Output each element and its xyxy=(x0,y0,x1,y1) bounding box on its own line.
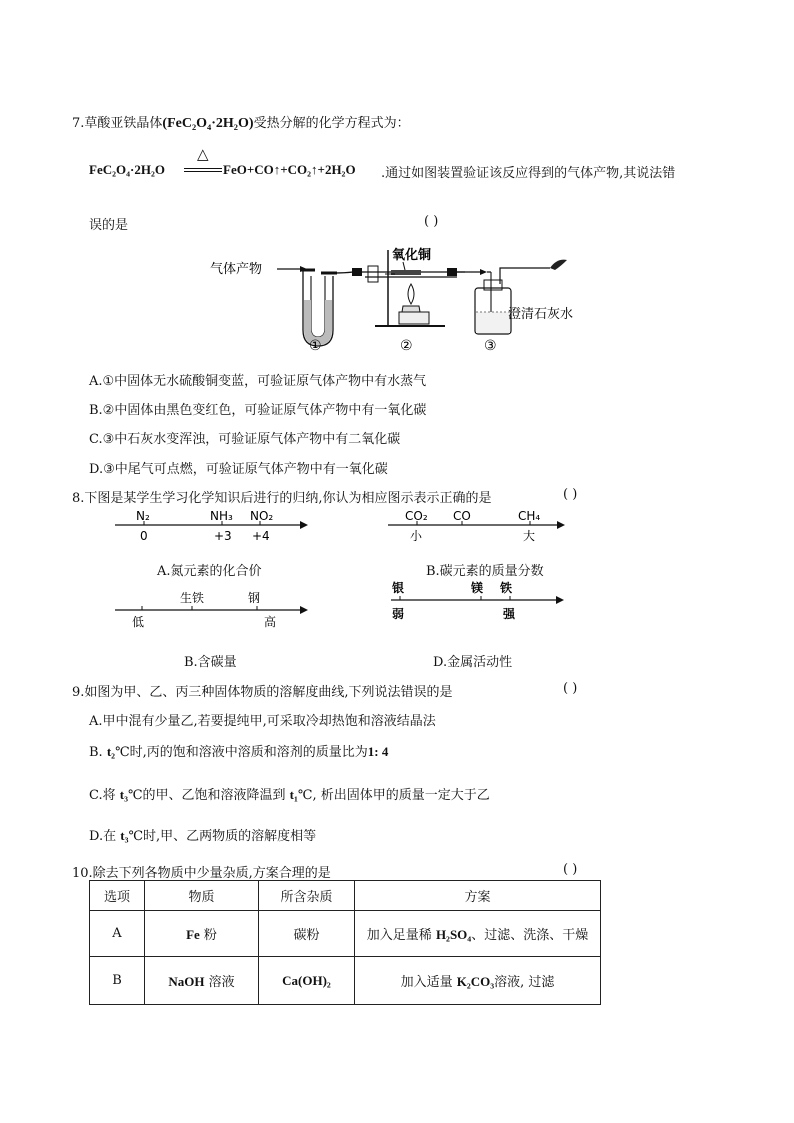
q9-d-post: ℃时,甲、乙两物质的溶解度相等 xyxy=(128,829,317,844)
eq-reactant: FeC₂O₄·2H₂O xyxy=(89,162,165,177)
label-3: ③ xyxy=(484,338,497,352)
exhaust-tube xyxy=(500,268,550,284)
q9-b-post: ℃时,丙的饱和溶液中溶质和溶剂的质量比为 xyxy=(115,745,368,760)
label-0: 0 xyxy=(140,529,148,543)
q7-option-b: B.②中固体由黑色变红色，可验证原气体产物中有一氧化碳 xyxy=(89,403,427,418)
row-b-option: B xyxy=(90,957,145,1005)
q8-paren: ( ) xyxy=(563,487,578,502)
row-b-plan-1: 加入适量 xyxy=(400,975,457,990)
label-n2: N₂ xyxy=(136,509,150,523)
q9-option-a: A.甲中混有少量乙,若要提纯甲,可采取冷却热饱和溶液结晶法 xyxy=(89,714,436,729)
axis-arrow xyxy=(300,606,308,614)
label-iron: 铁 xyxy=(500,581,513,595)
copper-oxide-label: 氧化铜 xyxy=(392,248,432,263)
q7-option-c: C.③中石灰水变浑浊，可验证原气体产物中有二氧化碳 xyxy=(89,432,401,447)
q9-c-post: ℃, 析出固体甲的质量一定大于乙 xyxy=(297,788,490,803)
q8-a-caption: A.氮元素的化合价 xyxy=(157,564,262,579)
apparatus-diagram xyxy=(205,240,585,352)
q9-d-t3: t₃ xyxy=(120,828,129,843)
header-option: 选项 xyxy=(90,881,145,911)
burner-base xyxy=(399,312,429,324)
q7-stem xyxy=(72,112,410,132)
label-weak: 弱 xyxy=(392,607,405,621)
flame xyxy=(408,284,414,304)
copper-oxide-powder xyxy=(391,270,421,275)
row-b-plan-2: 溶液, 过滤 xyxy=(494,975,555,990)
label-silver: 银 xyxy=(392,581,405,595)
q7-option-d: D.③中尾气可点燃，可验证原气体产物中有一氧化碳 xyxy=(89,462,388,477)
label-steel: 钢 xyxy=(248,591,261,605)
limewater-label: 澄清石灰水 xyxy=(508,307,574,322)
header-impurity: 所含杂质 xyxy=(259,881,355,911)
table-row xyxy=(90,911,601,957)
row-a-plan-1: 加入足量稀 xyxy=(366,928,436,943)
q9-b-ratio: 1: 4 xyxy=(367,744,389,759)
equation-equals xyxy=(184,168,222,172)
q9-paren: ( ) xyxy=(563,681,578,696)
label-small: 小 xyxy=(410,529,423,543)
gas-product-label: 气体产物 xyxy=(210,262,263,277)
u-tube-inner xyxy=(311,276,325,337)
eq-tail: .通过如图装置验证该反应得到的气体产物,其说法错 xyxy=(381,166,676,181)
tail-gas-flame xyxy=(550,260,567,270)
heating-triangle: △ xyxy=(197,145,209,163)
label-high: 高 xyxy=(264,615,277,629)
row-b-plan xyxy=(355,957,601,1005)
axis-arrow xyxy=(557,521,565,529)
row-a-option: A xyxy=(90,911,145,957)
row-a-substance xyxy=(145,911,259,957)
q9-c-mid: ℃的甲、乙饱和溶液降温到 xyxy=(127,788,290,803)
q9-c-t3: t₃ xyxy=(119,787,128,802)
header-plan: 方案 xyxy=(355,881,601,911)
row-a-substance-formula: Fe xyxy=(186,927,200,942)
clamp-2 xyxy=(447,268,457,276)
limewater xyxy=(476,312,510,333)
q8-c-caption: B.含碳量 xyxy=(184,655,237,670)
row-a-plan xyxy=(355,911,601,957)
row-b-plan-formula: K₂CO₃ xyxy=(456,974,495,989)
q8-d-caption: D.金属活动性 xyxy=(433,655,513,670)
row-a-impurity: 碳粉 xyxy=(259,911,355,957)
label-2: ② xyxy=(400,338,413,352)
label-large: 大 xyxy=(523,529,536,543)
label-plus3: +3 xyxy=(214,529,232,543)
clamp-3 xyxy=(480,269,487,275)
label-nh3: NH₃ xyxy=(210,509,233,523)
q7-paren: ( ) xyxy=(424,214,439,229)
q9-option-b xyxy=(89,741,388,760)
label-plus4: +4 xyxy=(252,529,270,543)
row-b-substance-formula: NaOH xyxy=(168,974,205,989)
tube-clamp xyxy=(368,266,378,282)
row-b-substance-text: 溶液 xyxy=(204,975,235,990)
q8-d-diagram xyxy=(388,578,573,626)
row-b-substance xyxy=(145,957,259,1005)
axis-arrow xyxy=(556,596,564,604)
q7-formula: (FeC₂O₄·2H₂O) xyxy=(162,116,254,131)
axis-arrow xyxy=(300,521,308,529)
table-row xyxy=(90,957,601,1005)
q9-b-pre: B. xyxy=(89,745,107,760)
q10-stem: 10.除去下列各物质中少量杂质,方案合理的是 xyxy=(72,866,331,881)
label-1: ① xyxy=(309,338,322,352)
label-pig-iron: 生铁 xyxy=(180,591,205,605)
label-strong: 强 xyxy=(503,607,516,621)
label-ch4: CH₄ xyxy=(518,509,541,523)
label-co2: CO₂ xyxy=(405,509,428,523)
q8-b-diagram xyxy=(385,508,575,548)
q7-line2: 误的是 xyxy=(89,218,129,233)
q9-b-t2: t₂ xyxy=(106,744,116,759)
header-substance: 物质 xyxy=(145,881,259,911)
q9-stem: 9.如图为甲、乙、丙三种固体物质的溶解度曲线,下列说法错误的是 xyxy=(72,685,453,700)
q9-c-pre: C.将 xyxy=(89,788,120,803)
q10-table xyxy=(89,880,601,1005)
q8-a-diagram xyxy=(110,508,310,548)
q7-intro2: 受热分解的化学方程式为： xyxy=(253,116,410,131)
q8-b-caption: B.碳元素的质量分数 xyxy=(426,564,544,579)
q8-stem: 8.下图是某学生学习化学知识后进行的归纳,你认为相应图示表示正确的是 xyxy=(72,491,492,506)
row-a-substance-text: 粉 xyxy=(199,928,217,943)
label-co: CO xyxy=(453,509,471,523)
q9-option-c xyxy=(89,784,490,803)
row-b-impurity: Ca(OH)₂ xyxy=(259,957,355,1005)
clamp-1 xyxy=(352,268,362,276)
q9-option-d xyxy=(89,825,316,844)
label-no2: NO₂ xyxy=(250,509,274,523)
label-low: 低 xyxy=(132,615,145,629)
row-a-plan-formula: H₂SO₄ xyxy=(435,927,472,942)
cuo-pointer xyxy=(403,262,405,270)
label-magnesium: 镁 xyxy=(471,581,484,595)
q9-d-pre: D.在 xyxy=(89,829,121,844)
q8-c-diagram xyxy=(112,585,312,630)
q7-number: 7. xyxy=(72,116,85,131)
q7-option-a: A.①中固体无水硫酸铜变蓝，可验证原气体产物中有水蒸气 xyxy=(89,374,427,389)
q10-paren: ( ) xyxy=(563,862,578,877)
q9-c-t1: t₁ xyxy=(289,787,298,802)
row-a-plan-2: 、过滤、洗涤、干燥 xyxy=(471,928,589,943)
eq-products: FeO+CO↑+CO₂↑+2H₂O xyxy=(223,162,356,177)
q7-intro: 草酸亚铁晶体 xyxy=(84,116,163,131)
table-header-row xyxy=(90,881,601,911)
